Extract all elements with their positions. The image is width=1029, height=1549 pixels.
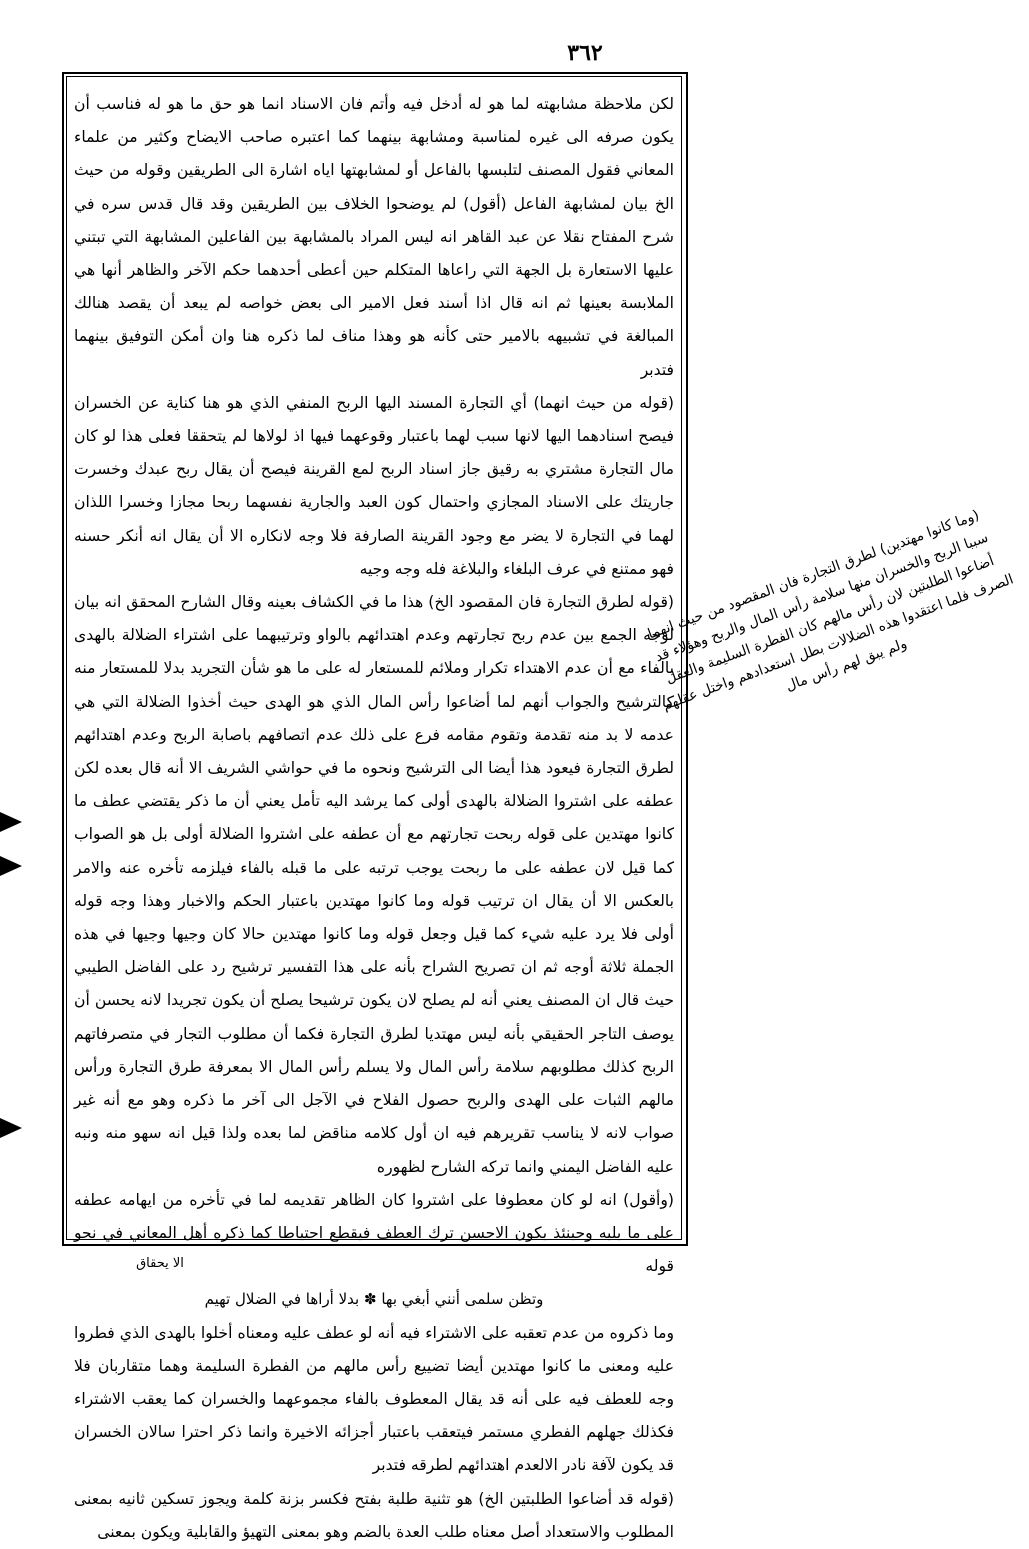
edge-tab-mark (0, 812, 22, 832)
body-paragraph-6: (قوله قد أضاعوا الطلبتين الخ) هو تثنية طلبة بفتح فكسر بزنة كلمة ويجوز تسكين ثانيه بمعنى المطلوب والاستعداد أصل معناه طلب العدة بالضم وهو بمعنى التهيؤ والقابلية ويكون بمعنى (74, 1489, 674, 1541)
edge-tab-mark (0, 856, 22, 876)
margin-annotation: (وما كانوا مهتدين) لطرق التجارة فان المقصود من حيث انهما سببا الربح والخسران منها سلامة رأس المال والربح وهؤلاء قد أضاعوا الطلبتين لان رأس مالهم كان الفطرة السليمة والعقل الصرف فلما اعتقدوا هذه الضلالات بطل استعدادهم واختل عقلهم ولم يبق لهم رأس مال (645, 507, 1016, 714)
body-paragraph-3: (قوله لطرق التجارة فان المقصود الخ) هذا ما في الكشاف بعينه وقال الشارح المحقق انه بيان لوجه الجمع بين عدم ربح تجارتهم وعدم اهتدائهم بالواو وترتيبهما على اشتراء الضلالة بالهدى بالفاء مع أن عدم الاهتداء تكرار وملائم للمستعار له على ما هو شأن التجريد بدلا للمستعار منه كالترشيح والجواب أنهم لما أضاعوا رأس المال الذي هو الهدى حيث أخذوا الضلالة التي هي عدمه لا بد منه تقدمة وتقوم مقامه فرع على ذلك عدم اتصافهم باصابة الربح وعدم اهتدائهم لطرق التجارة فيعود هذا أيضا الى الترشيح ونحوه ما في حواشي الشريف الا أنه قال بعده لكن عطفه على اشتروا الضلالة بالهدى أولى كما يرشد اليه تأمل يعني أن ما ذكر يقتضي عطف ما كانوا مهتدين على قوله ربحت تجارتهم مع أن عطفه على اشتروا الضلالة أولى بل هو الصواب كما قيل لان عطفه على ما ربحت يوجب ترتبه على ما قبله بالفاء فيلزمه تأخره عنه والامر بالعكس الا أن يقال ان ترتيب قوله وما كانوا مهتدين باعتبار الحكم والاخبار وهذا وجه قوله أولى فلا يرد عليه شيء كما قيل وجعل قوله وما كانوا مهتدين حالا كان وجيها وجيها في هذه الجملة ثلاثة أوجه ثم ان تصريح الشراح بأنه على هذا التفسير ترشيح رد على الفاضل الطيبي حيث قال ان المصنف يعني أنه لم يصلح لان يكون ترشيحا يصلح أن يكون تجريدا لانه يحسن أن يوصف التاجر الحقيقي بأنه ليس مهتديا لطرق التجارة فكما أن مطلوب التجار في متصرفاتهم الربح كذلك مطلوبهم سلامة رأس المال ولا يسلم رأس المال الا بمعرفة طرق التجارة ورأس مالهم الثبات على الهدى والربح حصول الفلاح في الآجل الى آخر ما ذكره وهو مع أنه غير صواب لانه لا يناسب تقريرهم فيه ان أول كلامه مناقض لما بعده ولذا قيل انه سهو منه ونبه عليه الفاضل اليمني وانما تركه الشارح لظهوره (74, 593, 674, 1176)
catchword: الا يحقاق (136, 1256, 184, 1271)
verse-line: وتظن سلمى أنني أبغي بها ✽ بدلا أراها في الضلال تهيم (204, 1290, 544, 1309)
page-number: ٣٦٢ (567, 40, 603, 66)
edge-tab-mark (0, 1118, 22, 1138)
body-paragraph-2: (قوله من حيث انهما) أي التجارة المسند اليها الربح المنفي الذي هو هنا كناية عن الخسران فيصح اسنادهما اليها لانها سبب لهما باعتبار وقوعهما فيها اذ لولاها لم يتحققا فعلى هذا لو كان مال التجارة مشتري به رقيق جاز اسناد الربح لمع القرينة فيصح أن يقال ربح عبدك وخسرت جاريتك على الاسناد المجازي واحتمال كون العبد والجارية نفسهما ربحا مجازا وخسرا اللذان لهما في التجارة لا يضر مع وجود القرينة الصارفة فلا وجه لانكاره الا أن يقال انه أنكر حسنه فهو ممتنع في عرف البلغاء والبلاغة فله وجه وجيه (74, 393, 674, 578)
body-paragraph-4: (وأقول) انه لو كان معطوفا على اشتروا كان الظاهر تقديمه لما في تأخره من ايهامه عطفه على ما يليه وحينئذ يكون الاحسن ترك العطف فيقطع احتياطا كما ذكره أهل المعاني في نحو قوله (74, 1190, 674, 1276)
body-paragraph-5: وما ذكروه من عدم تعقبه على الاشتراء فيه أنه لو عطف عليه ومعناه أخلوا بالهدى الذي فطروا عليه ومعنى ما كانوا مهتدين أيضا تضييع رأس مالهم من الفطرة السليمة وهما متقاربان فلا وجه للعطف فيه على أنه قد يقال المعطوف بالفاء مجموعهما والخسران كما يعقب الاشتراء فكذلك جهلهم الفطري مستمر فيتعقب باعتبار أجزائه الاخيرة وانما ذكر احترا سالان الخسران قد يكون لآفة نادر الالعدم اهتدائهم لطرقه فتدبر (74, 1323, 674, 1475)
body-paragraph-1: لكن ملاحظة مشابهته لما هو له أدخل فيه وأتم فان الاسناد انما هو حق ما هو له فناسب أن يكون صرفه الى غيره لمناسبة ومشابهة بينهما كما اعتبره صاحب الايضاح وكثير من علماء المعاني فقول المصنف لتلبسها بالفاعل أو لمشابهتها اياه اشارة الى الطريقين وقوله من حيث الخ بيان لمشابهة الفاعل (أقول) لم يوضحوا الخلاف بين الطريقين وقد قال قدس سره في شرح المفتاح نقلا عن عبد القاهر انه ليس المراد بالمشابهة بين الفاعلين المشابهة التي تبتني عليها الاستعارة بل الجهة التي راعاها المتكلم حين أعطى أحدهما حكم الآخر والظاهر أنها هي الملابسة بعينها ثم انه قال اذا أسند فعل الامير الى بعض خواصه لم يبعد أن يقصد هنالك المبالغة في تشبيهه بالامير حتى كأنه هو وهذا مناف لما ذكره هنا وان أمكن التوفيق بينهما فتدبر (74, 95, 674, 379)
